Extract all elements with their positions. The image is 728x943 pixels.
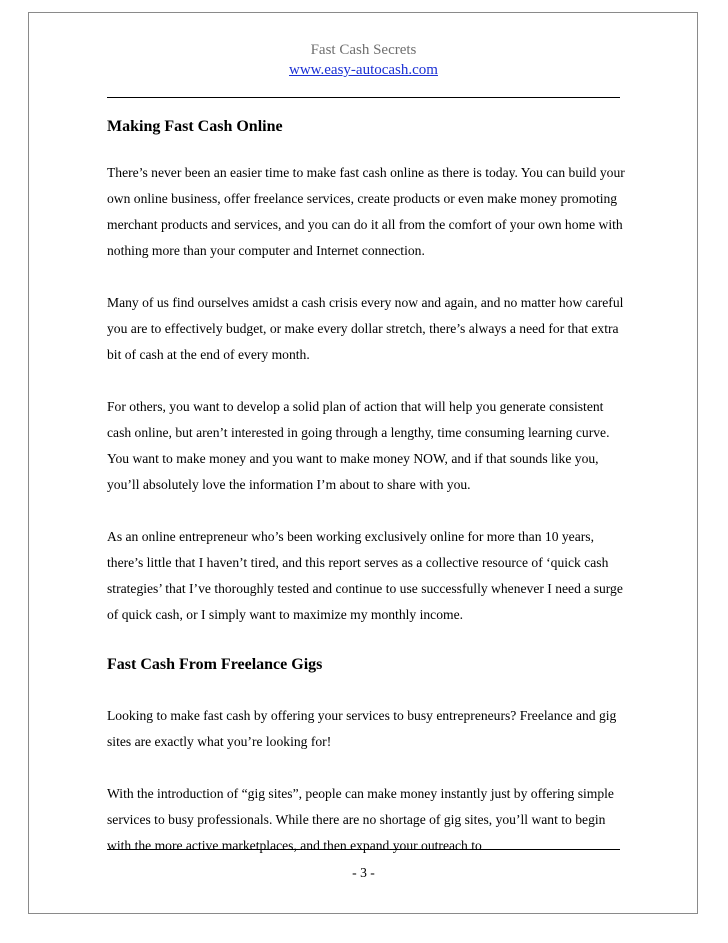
footer-divider <box>107 849 620 850</box>
page-header <box>107 40 620 80</box>
page-number: - 3 - <box>352 865 375 880</box>
section-heading-freelance-gigs: Fast Cash From Freelance Gigs <box>107 656 323 673</box>
paragraph: For others, you want to develop a solid plan of action that will help you generate consistent cash online, but aren’t interested in going through a lengthy, time consuming learning curve. You want to make money and you want to make money NOW, and if that sounds like you, you’ll absolutely love the information I’m about to share with you. <box>107 399 610 492</box>
header-divider <box>107 97 620 98</box>
paragraph: As an online entrepreneur who’s been working exclusively online for more than 10 years, there’s little that I haven’t tired, and this report serves as a collective resource of ‘quick cash strategies’ that I’ve thoroughly tested and continue to use successfully whenever I need a surge of quick cash, or I simply want to maximize my monthly income. <box>107 529 623 622</box>
header-url-link[interactable]: www.easy-autocash.com <box>289 62 438 78</box>
header-title: Fast Cash Secrets <box>310 42 417 58</box>
paragraph: With the introduction of “gig sites”, people can make money instantly just by offering simple services to busy professionals. While there are no shortage of gig sites, you’ll want to begin with the more active marketplaces, and then expand your outreach to <box>107 786 614 853</box>
paragraph: There’s never been an easier time to make fast cash online as there is today. You can build your own online business, offer freelance services, create products or even make money promoting merchant products and services, and you can do it all from the comfort of your own home with nothing more than your computer and Internet connection. <box>107 165 625 258</box>
document-body <box>107 116 627 885</box>
paragraph: Looking to make fast cash by offering your services to busy entrepreneurs? Freelance and gig sites are exactly what you’re looking for! <box>107 708 617 749</box>
section-heading-making-fast-cash: Making Fast Cash Online <box>107 118 283 135</box>
paragraph: Many of us find ourselves amidst a cash crisis every now and again, and no matter how careful you are to effectively budget, or make every dollar stretch, there’s always a need for that extra bit of cash at the end of every month. <box>107 295 624 362</box>
